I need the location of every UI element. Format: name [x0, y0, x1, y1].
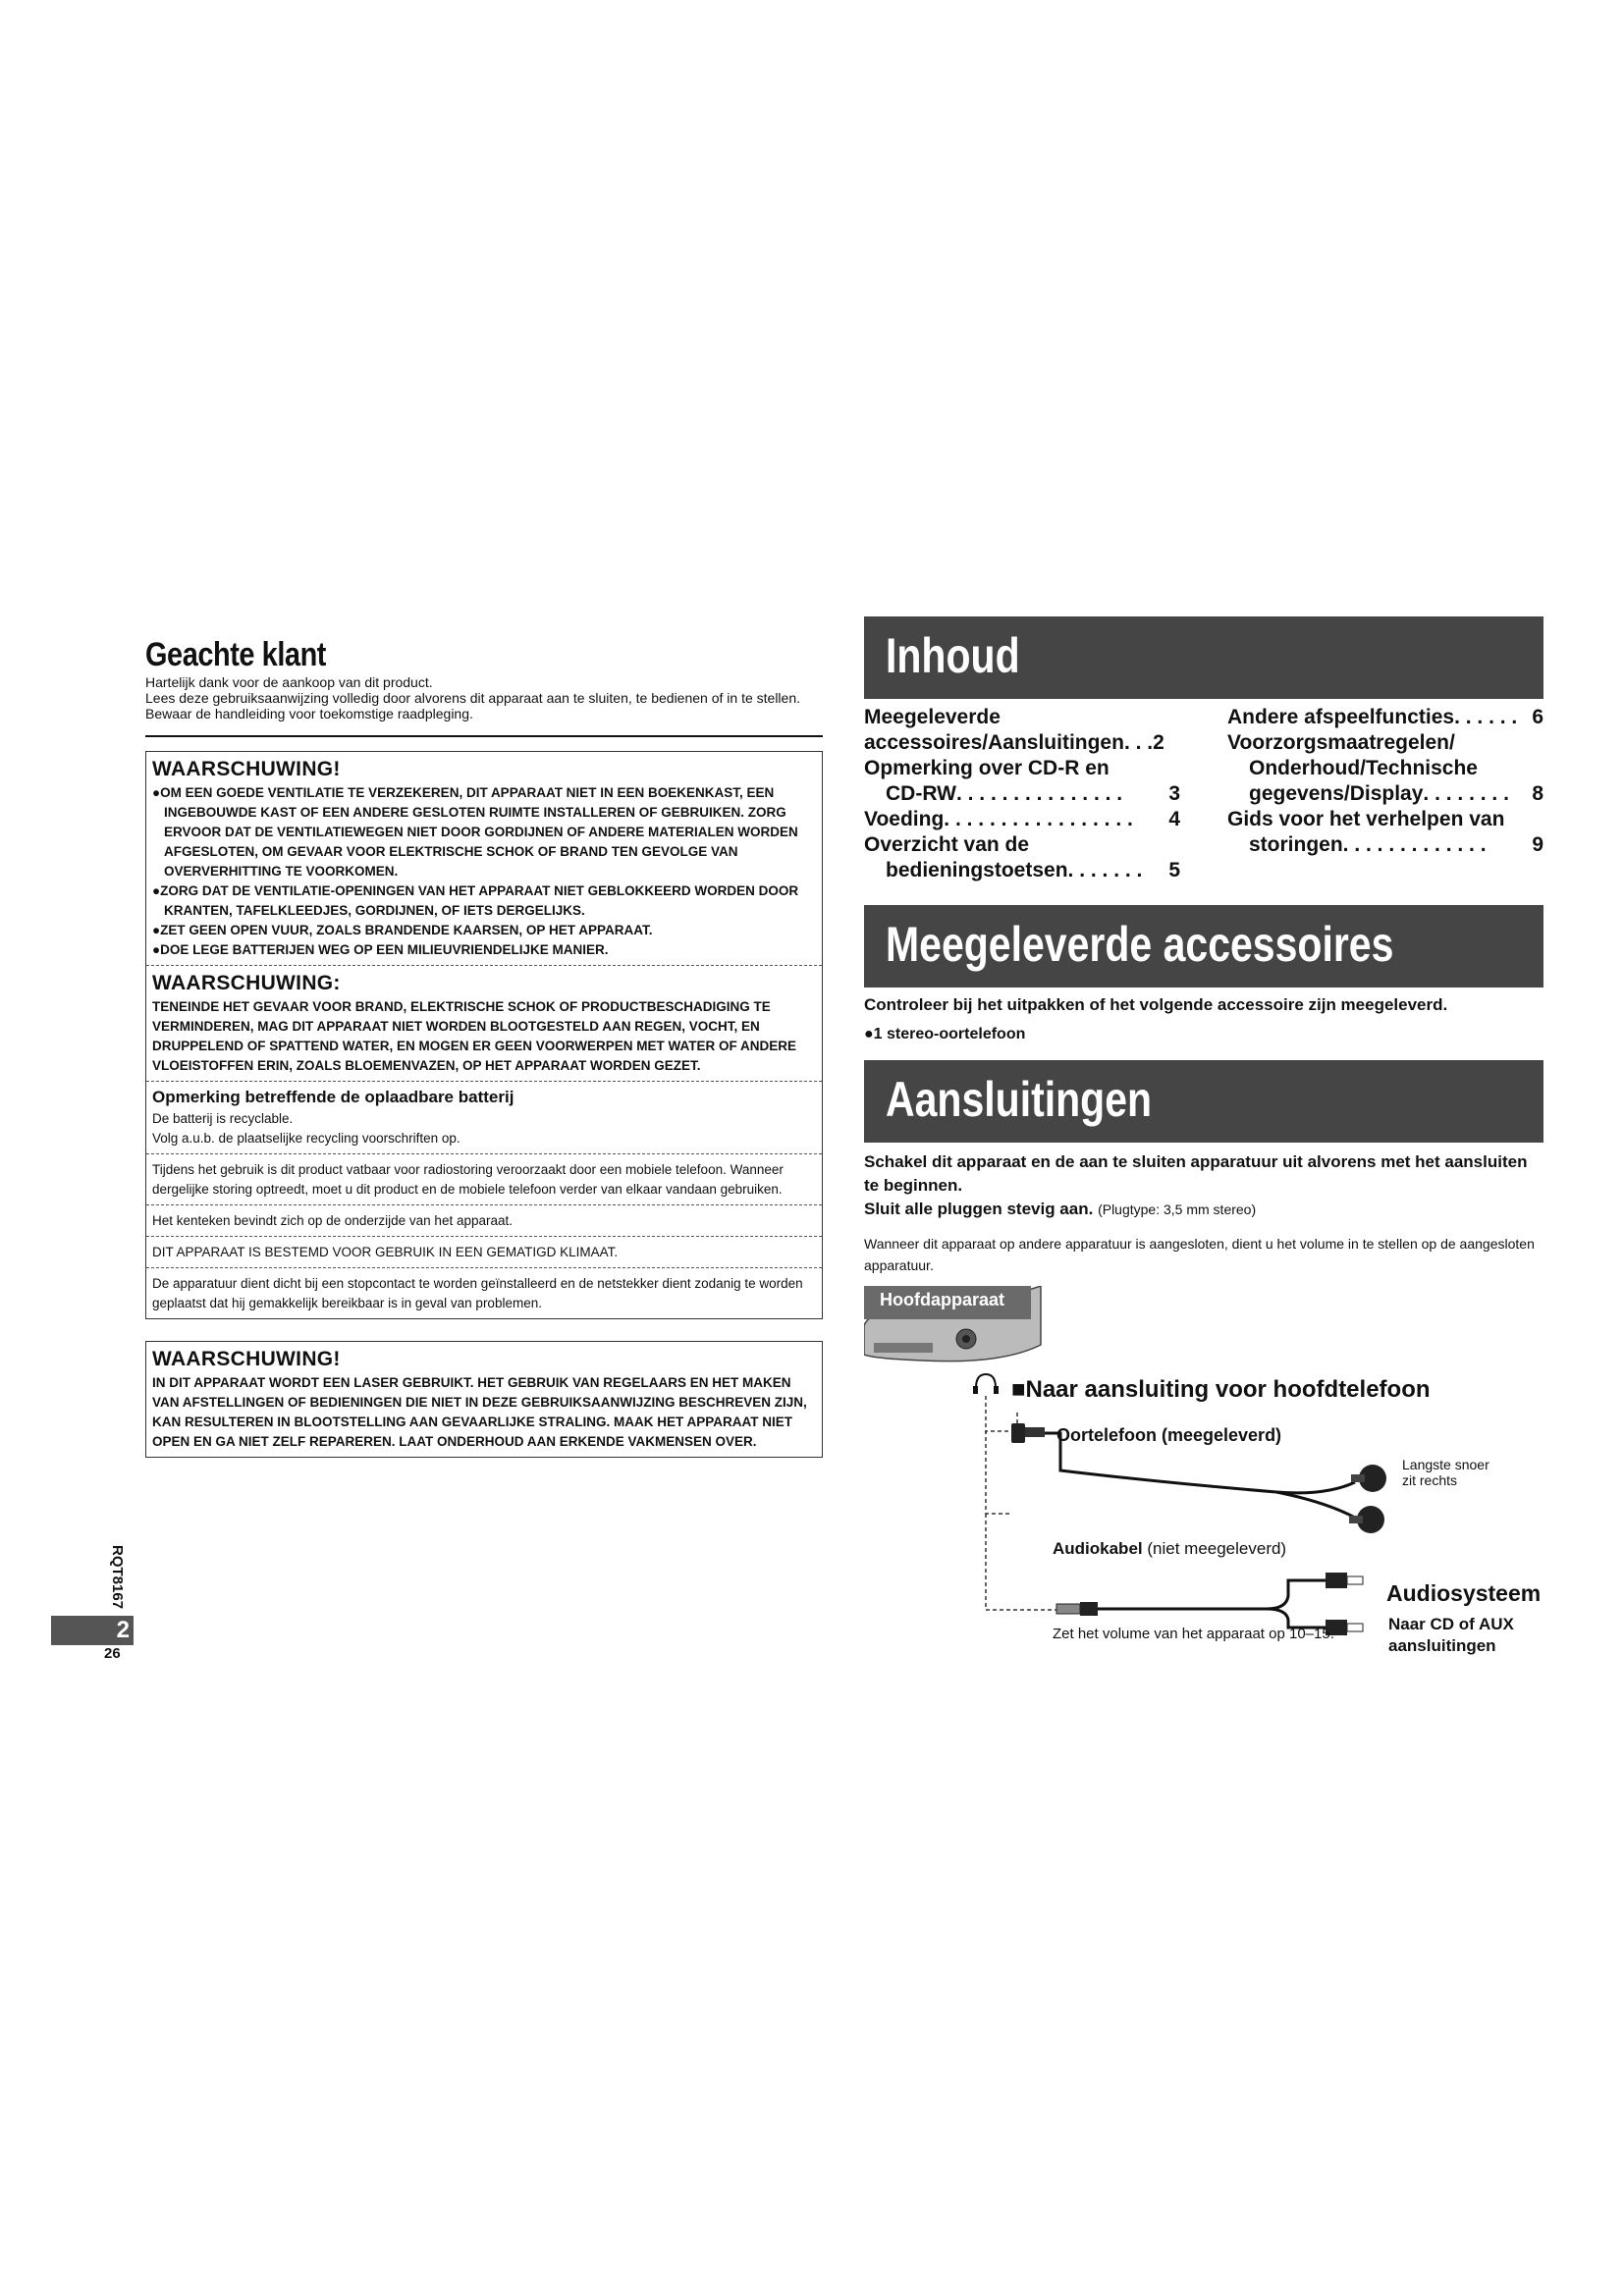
page-number: 2	[116, 1617, 130, 1643]
climate-text: DIT APPARAAT IS BESTEMD VOOR GEBRUIK IN EEN GEMATIGD KLIMAAT.	[152, 1245, 619, 1259]
battery-line1: De batterij is recyclable.	[152, 1111, 294, 1126]
climate-section	[146, 1237, 822, 1268]
warning-section-1	[146, 752, 822, 966]
marking-section	[146, 1205, 822, 1237]
warning-box-1	[145, 751, 823, 1319]
laser-warning-section	[146, 1342, 822, 1457]
warning-title-2: WAARSCHUWING:	[152, 972, 341, 994]
toc-item[interactable]: Voorzorgsmaatregelen/	[1227, 731, 1455, 754]
battery-section	[146, 1082, 822, 1154]
marking-text: Het kenteken bevindt zich op de onderzijde van het apparaat.	[152, 1213, 513, 1228]
accessories-banner: Meegeleverde accessoires	[864, 905, 1543, 988]
radio-text: Tijdens het gebruik is dit product vatbaar voor radiostoring veroorzaakt door een mobiele telefoon. Wanneer dergelijke storing optreedt, moet u dit product en de mobiele telefoon verder van elkaar vandaan gebruiken.	[152, 1162, 784, 1197]
audio-system-label: Audiosysteem	[1386, 1580, 1542, 1606]
battery-line2: Volg a.u.b. de plaatselijke recycling voorschriften op.	[152, 1131, 460, 1146]
toc-item[interactable]: Overzicht van de	[864, 833, 1030, 856]
right-column	[864, 616, 1543, 1655]
headphone-jack-icon	[973, 1374, 999, 1394]
page-code-wrap	[102, 1545, 126, 1610]
main-unit-label: Hoofdapparaat	[880, 1290, 1005, 1309]
divider	[145, 735, 823, 737]
warning-text-2: TENEINDE HET GEVAAR VOOR BRAND, ELEKTRISCHE SCHOK OF PRODUCTBESCHADIGING TE VERMINDEREN, MAG DIT APPARAAT NIET WORDEN BLOOTGESTELD AAN REGEN, VOCHT, EN DRUPPELEND OF SPATTEND WATER, EN MOGEN ER GEEN VOORWERPEN MET WATER OF ANDERE VLOEISTOFFEN ERIN, ZOALS BLOEMENVAZEN, OP HET APPARAAT WORDEN GEZET.	[152, 999, 797, 1073]
laser-warning-text: IN DIT APPARAAT WORDT EEN LASER GEBRUIKT. HET GEBRUIK VAN REGELAARS EN HET MAKEN VAN AFSTELLINGEN OF BEDIENINGEN DIE NIET IN DEZE GEBRUIKSAANWIJZING BESCHREVEN ZIJN, KAN RESULTEREN IN BLOOTSTELLING AAN GEVAARLIJKE STRALING. MAAK HET APPARAAT NIET OPEN EN GA NIET ZELF REPAREREN. LAAT ONDERHOUD AAN ERKENDE VAKMENSEN OVER.	[152, 1375, 807, 1449]
toc-item[interactable]: bedieningstoetsen . . . . . . . 5	[886, 859, 1180, 881]
greeting-line2: Lees deze gebruiksaanwijzing volledig door alvorens dit apparaat aan te sluiten, te bedienen of in te stellen. Bewaar de handleiding voor toekomstige raadpleging.	[145, 690, 800, 721]
toc-item[interactable]: Onderhoud/Technische	[1249, 757, 1478, 779]
volume-note: Zet het volume van het apparaat op 10–15.	[1053, 1626, 1334, 1642]
connections-p3: Wanneer dit apparaat op andere apparatuur is aangesloten, dient u het volume in te stellen op de aangesloten apparatuur.	[864, 1236, 1535, 1273]
laser-warning-title: WAARSCHUWING!	[152, 1348, 341, 1370]
toc-item[interactable]: Gids voor het verhelpen van	[1227, 808, 1505, 830]
toc-item[interactable]: accessoires/Aansluitingen . . . 2	[864, 731, 1164, 754]
connections-p1: Schakel dit apparaat en de aan te sluiten apparatuur uit alvorens met het aansluiten te beginnen.	[864, 1152, 1528, 1195]
outlet-section	[146, 1268, 822, 1318]
warning-item: ●ZET GEEN OPEN VUUR, ZOALS BRANDENDE KAARSEN, OP HET APPARAAT.	[152, 923, 653, 937]
audio-cable-label: Audiokabel (niet meegeleverd)	[1053, 1539, 1287, 1558]
warning-item: ●DOE LEGE BATTERIJEN WEG OP EEN MILIEUVRIENDELIJKE MANIER.	[152, 942, 609, 957]
toc-item[interactable]: Meegeleverde	[864, 706, 1001, 728]
headphone-heading: ■Naar aansluiting voor hoofdtelefoon	[1011, 1376, 1431, 1403]
radio-section	[146, 1154, 822, 1205]
outlet-text: De apparatuur dient dicht bij een stopcontact te worden geïnstalleerd en de netstekker dient zodanig te worden geplaatst dat hij gemakkelijk bereikbaar is in geval van problemen.	[152, 1276, 803, 1310]
greeting-line1: Hartelijk dank voor de aankoop van dit product.	[145, 674, 433, 690]
toc-right-column	[1227, 705, 1543, 883]
left-column	[145, 636, 823, 1458]
page-subnumber: 26	[104, 1645, 121, 1662]
warning-section-2	[146, 966, 822, 1082]
earphone-label: Oortelefoon (meegeleverd)	[1056, 1425, 1282, 1445]
warning-item: ●ZORG DAT DE VENTILATIE-OPENINGEN VAN HET APPARAAT NIET GEBLOKKEERD WORDEN DOOR KRANTEN, TAFELKLEEDJES, GORDIJNEN, OF IETS DERGELIJKS.	[152, 883, 799, 918]
page-code: RQT8167	[109, 1545, 126, 1610]
toc-item[interactable]: CD-RW . . . . . . . . . . . . . . . 3	[886, 782, 1180, 805]
toc-item[interactable]: Opmerking over CD-R en	[864, 757, 1110, 779]
connection-diagram	[864, 1286, 1543, 1655]
contents-banner: Inhoud	[864, 616, 1543, 699]
greeting-title: Geachte klant	[145, 636, 327, 673]
accessories-intro: Controleer bij het uitpakken of het volgende accessoire zijn meegeleverd.	[864, 995, 1448, 1014]
toc-item[interactable]: Voeding . . . . . . . . . . . . . . . . . 4	[864, 808, 1180, 830]
connections-p2: Sluit alle pluggen stevig aan. (Plugtype: 3,5 mm stereo)	[864, 1200, 1257, 1218]
battery-title: Opmerking betreffende de oplaadbare batterij	[152, 1088, 514, 1106]
table-of-contents	[864, 705, 1543, 883]
accessories-item: ●1 stereo-oortelefoon	[864, 1026, 1026, 1042]
longest-cord-label: Langste snoer zit rechts	[1402, 1457, 1489, 1488]
page-number-tab	[51, 1616, 134, 1645]
connections-banner: Aansluitingen	[864, 1060, 1543, 1143]
toc-item[interactable]: gegevens/Display . . . . . . . . 8	[1249, 782, 1543, 805]
warning-title-1: WAARSCHUWING!	[152, 758, 341, 780]
toc-left-column	[864, 705, 1180, 883]
toc-item[interactable]: storingen . . . . . . . . . . . . . 9	[1249, 833, 1543, 856]
toc-item[interactable]: Andere afspeelfuncties . . . . . . 6	[1227, 706, 1543, 728]
warning-item: ●OM EEN GOEDE VENTILATIE TE VERZEKEREN, DIT APPARAAT NIET IN EEN BOEKENKAST, EEN INGEBOUWDE KAST OF EEN ANDERE GESLOTEN RUIMTE INSTALLEREN OF GEBRUIKEN. ZORG ERVOOR DAT DE VENTILATIEWEGEN NIET DOOR GORDIJNEN OF ANDERE MATERIALEN WORDEN AFGESLOTEN, OM GEVAAR VOOR ELEKTRISCHE SCHOK OF BRAND TEN GEVOLGE VAN OVERVERHITTING TE VOORKOMEN.	[152, 785, 798, 879]
aux-label: Naar CD of AUX aansluitingen	[1388, 1615, 1514, 1655]
warning-box-2	[145, 1341, 823, 1458]
